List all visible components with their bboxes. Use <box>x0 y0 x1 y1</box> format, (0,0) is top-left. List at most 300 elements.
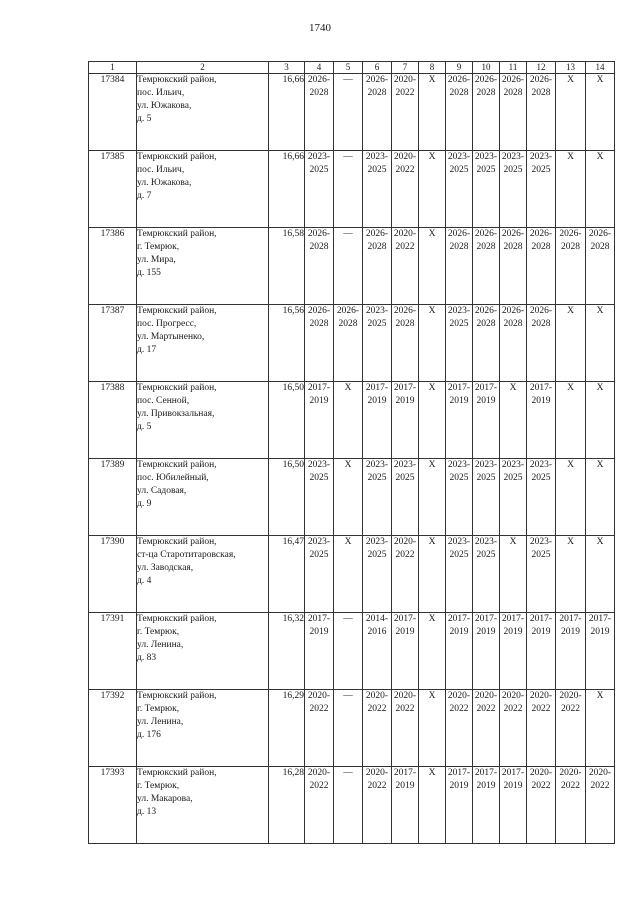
period-cell <box>363 382 392 459</box>
address-line: Темрюкский район, <box>137 691 217 701</box>
period-text: 2017- 2019 <box>393 614 417 637</box>
row-number-cell: 17388 <box>89 382 137 459</box>
period-cell <box>473 459 500 536</box>
period-text: 2023- 2025 <box>447 460 471 483</box>
period-text: 2026- 2028 <box>393 306 417 329</box>
table-row <box>89 613 615 690</box>
period-text: 2023- 2025 <box>501 152 525 175</box>
address-line: ул. Макарова, <box>137 794 193 804</box>
address-line: ул. Мира, <box>137 255 176 265</box>
period-cell <box>586 305 615 382</box>
area-cell: 16,29 <box>269 690 305 767</box>
period-cell <box>305 74 334 151</box>
period-text: 2020- 2022 <box>559 768 582 791</box>
period-cell <box>363 305 392 382</box>
row-number-cell: 17393 <box>89 767 137 844</box>
period-cell <box>586 767 615 844</box>
period-text: X <box>567 152 574 162</box>
period-text: X <box>567 537 574 547</box>
period-text: X <box>428 75 436 85</box>
period-text: X <box>596 460 604 470</box>
row-number-cell: 17392 <box>89 690 137 767</box>
period-text: 2023- 2025 <box>365 306 389 329</box>
period-cell <box>556 151 586 228</box>
row-number-cell: 17386 <box>89 228 137 305</box>
period-text: X <box>509 383 517 393</box>
address-line: д. 83 <box>137 653 157 663</box>
period-text: — <box>343 691 353 701</box>
period-text: 2023- 2025 <box>474 537 498 560</box>
period-text: X <box>567 75 574 85</box>
period-text: 2017- 2019 <box>447 383 471 406</box>
row-number-cell: 17389 <box>89 459 137 536</box>
period-text: X <box>428 152 436 162</box>
period-cell <box>419 74 446 151</box>
address-line: г. Темрюк, <box>137 242 180 252</box>
period-text: 2023- 2025 <box>365 460 389 483</box>
period-text: 2023- 2025 <box>474 152 498 175</box>
period-cell <box>527 767 556 844</box>
period-cell <box>586 690 615 767</box>
row-number-cell: 17387 <box>89 305 137 382</box>
period-text: 2026- 2028 <box>474 75 498 98</box>
address-line: ул. Садовая, <box>137 486 187 496</box>
period-text: 2023- 2025 <box>365 152 389 175</box>
period-cell <box>305 690 334 767</box>
period-text: 2020- 2022 <box>393 537 417 560</box>
period-cell <box>446 536 473 613</box>
address-line: Темрюкский район, <box>137 460 217 470</box>
period-cell <box>305 382 334 459</box>
period-text: 2023- 2025 <box>529 460 553 483</box>
period-text: 2023- 2025 <box>529 152 553 175</box>
period-text: X <box>596 75 604 85</box>
period-text: X <box>567 383 574 393</box>
period-cell <box>334 690 363 767</box>
period-text: X <box>428 306 436 316</box>
period-cell <box>363 74 392 151</box>
period-text: 2023- 2025 <box>447 306 471 329</box>
period-cell <box>446 459 473 536</box>
period-cell <box>392 536 419 613</box>
period-text: 2017- 2019 <box>307 614 331 637</box>
period-cell <box>392 151 419 228</box>
address-cell <box>137 613 269 690</box>
period-text: 2017- 2019 <box>474 383 498 406</box>
address-line: д. 155 <box>137 268 161 278</box>
address-line: ст-ца Старотитаровская, <box>137 550 236 560</box>
address-line: Темрюкский район, <box>137 306 217 316</box>
address-line: д. 13 <box>137 807 157 817</box>
period-text: 2026- 2028 <box>365 75 389 98</box>
period-text: X <box>596 691 604 701</box>
period-text: 2023- 2025 <box>393 460 417 483</box>
period-cell <box>419 536 446 613</box>
period-text: X <box>428 383 436 393</box>
period-cell <box>334 459 363 536</box>
period-cell <box>392 382 419 459</box>
period-cell <box>527 536 556 613</box>
table-row <box>89 228 615 305</box>
period-cell <box>392 305 419 382</box>
address-line: пос. Ильич, <box>137 88 185 98</box>
period-cell <box>500 690 527 767</box>
period-cell <box>556 382 586 459</box>
period-cell <box>334 74 363 151</box>
period-cell <box>556 690 586 767</box>
period-cell <box>586 613 615 690</box>
period-text: 2026- 2028 <box>307 306 331 329</box>
table-row <box>89 459 615 536</box>
address-cell <box>137 690 269 767</box>
table-row <box>89 690 615 767</box>
period-cell <box>500 305 527 382</box>
period-text: 2023- 2025 <box>365 537 389 560</box>
column-number-cell: 2 <box>137 62 269 74</box>
period-cell <box>527 151 556 228</box>
table-row <box>89 382 615 459</box>
period-cell <box>419 305 446 382</box>
address-cell <box>137 305 269 382</box>
address-cell <box>137 74 269 151</box>
period-text: 2020- 2022 <box>474 691 498 714</box>
address-cell <box>137 459 269 536</box>
period-text: 2023- 2025 <box>447 152 471 175</box>
period-cell <box>419 613 446 690</box>
period-cell <box>446 151 473 228</box>
period-cell <box>527 228 556 305</box>
period-cell <box>334 613 363 690</box>
period-cell <box>473 228 500 305</box>
address-line: пос. Юбилейный, <box>137 473 209 483</box>
period-cell <box>363 151 392 228</box>
period-cell <box>527 613 556 690</box>
period-text: 2026- 2028 <box>588 229 612 252</box>
period-text: 2020- 2022 <box>588 768 612 791</box>
period-text: X <box>428 691 436 701</box>
period-cell <box>556 228 586 305</box>
period-cell <box>556 74 586 151</box>
period-cell <box>363 228 392 305</box>
address-cell <box>137 151 269 228</box>
period-text: X <box>596 537 604 547</box>
column-number-cell: 13 <box>556 62 586 74</box>
table-row <box>89 767 615 844</box>
period-cell <box>446 228 473 305</box>
period-text: X <box>509 537 517 547</box>
period-text: X <box>567 306 574 316</box>
period-text: 2017- 2019 <box>501 614 525 637</box>
period-cell <box>473 74 500 151</box>
period-cell <box>305 305 334 382</box>
address-line: д. 5 <box>137 422 152 432</box>
period-cell <box>586 74 615 151</box>
period-cell <box>500 74 527 151</box>
period-cell <box>473 151 500 228</box>
period-cell <box>500 536 527 613</box>
column-number-cell: 12 <box>527 62 556 74</box>
period-text: 2026- 2028 <box>529 306 553 329</box>
period-cell <box>527 305 556 382</box>
period-cell <box>473 305 500 382</box>
period-text: 2020- 2022 <box>393 691 417 714</box>
period-cell <box>334 767 363 844</box>
address-line: Темрюкский район, <box>137 229 217 239</box>
period-text: 2023- 2025 <box>307 460 331 483</box>
period-cell <box>473 767 500 844</box>
period-cell <box>556 459 586 536</box>
address-line: г. Темрюк, <box>137 781 180 791</box>
period-cell <box>556 536 586 613</box>
address-line: Темрюкский район, <box>137 75 217 85</box>
column-number-cell: 6 <box>363 62 392 74</box>
period-cell <box>586 151 615 228</box>
page-number: 1740 <box>309 22 331 34</box>
column-number-cell: 5 <box>334 62 363 74</box>
period-text: 2020- 2022 <box>307 691 331 714</box>
period-cell <box>334 228 363 305</box>
period-cell <box>419 459 446 536</box>
period-cell <box>446 767 473 844</box>
address-line: ул. Заводская, <box>137 563 194 573</box>
address-line: ул. Привокзальная, <box>137 409 215 419</box>
address-line: Темрюкский район, <box>137 614 217 624</box>
period-text: 2026- 2028 <box>365 229 389 252</box>
period-text: 2017- 2019 <box>365 383 389 406</box>
period-cell <box>334 382 363 459</box>
period-text: 2017- 2019 <box>307 383 331 406</box>
period-cell <box>446 690 473 767</box>
address-cell <box>137 767 269 844</box>
address-line: ул. Ленина, <box>137 640 184 650</box>
period-text: X <box>428 614 436 624</box>
period-cell <box>305 151 334 228</box>
address-cell <box>137 536 269 613</box>
period-text: 2026- 2028 <box>447 75 471 98</box>
period-text: 2020- 2022 <box>529 691 553 714</box>
period-cell <box>473 690 500 767</box>
column-number-cell: 9 <box>446 62 473 74</box>
period-cell <box>363 459 392 536</box>
period-text: 2017- 2019 <box>474 768 498 791</box>
period-cell <box>334 305 363 382</box>
period-text: 2017- 2019 <box>529 614 553 637</box>
period-cell <box>556 767 586 844</box>
period-cell <box>500 767 527 844</box>
period-text: 2023- 2025 <box>529 537 553 560</box>
column-number-row <box>89 62 615 74</box>
period-cell <box>419 151 446 228</box>
period-text: X <box>596 383 604 393</box>
period-cell <box>392 690 419 767</box>
period-text: X <box>428 768 436 778</box>
period-cell <box>556 613 586 690</box>
address-line: д. 5 <box>137 114 152 124</box>
period-cell <box>473 536 500 613</box>
period-text: 2026- 2028 <box>474 306 498 329</box>
period-cell <box>473 613 500 690</box>
address-line: д. 4 <box>137 576 152 586</box>
period-text: 2017- 2019 <box>447 614 471 637</box>
address-line: Темрюкский район, <box>137 537 217 547</box>
column-number-cell: 3 <box>269 62 305 74</box>
period-text: 2017- 2019 <box>447 768 471 791</box>
area-cell: 16,47 <box>269 536 305 613</box>
period-cell <box>527 382 556 459</box>
building-register-table <box>88 61 615 844</box>
area-cell: 16,28 <box>269 767 305 844</box>
row-number-cell: 17384 <box>89 74 137 151</box>
area-cell: 16,66 <box>269 74 305 151</box>
area-cell: 16,66 <box>269 151 305 228</box>
period-cell <box>392 459 419 536</box>
column-number-cell: 10 <box>473 62 500 74</box>
period-text: — <box>343 152 353 162</box>
period-cell <box>392 613 419 690</box>
area-cell: 16,56 <box>269 305 305 382</box>
period-cell <box>305 767 334 844</box>
address-line: д. 17 <box>137 345 157 355</box>
period-cell <box>363 690 392 767</box>
row-number-cell: 17390 <box>89 536 137 613</box>
period-text: 2017- 2019 <box>393 383 417 406</box>
period-cell <box>527 690 556 767</box>
period-text: 2020- 2022 <box>559 691 582 714</box>
period-text: 2026- 2028 <box>529 229 553 252</box>
period-text: X <box>567 460 574 470</box>
period-text: 2026- 2028 <box>307 75 331 98</box>
period-cell <box>556 305 586 382</box>
period-text: X <box>344 537 352 547</box>
address-line: г. Темрюк, <box>137 704 180 714</box>
period-text: 2026- 2028 <box>447 229 471 252</box>
address-line: ул. Ленина, <box>137 717 184 727</box>
period-text: 2020- 2022 <box>447 691 471 714</box>
period-text: 2017- 2019 <box>588 614 612 637</box>
period-cell <box>586 459 615 536</box>
period-cell <box>586 228 615 305</box>
period-cell <box>500 459 527 536</box>
period-cell <box>500 382 527 459</box>
period-cell <box>446 74 473 151</box>
period-text: 2020- 2022 <box>365 768 389 791</box>
period-cell <box>363 536 392 613</box>
period-text: X <box>344 460 352 470</box>
address-line: пос. Ильич, <box>137 165 185 175</box>
address-line: ул. Южакова, <box>137 101 192 111</box>
table-row <box>89 305 615 382</box>
period-text: 2017- 2019 <box>559 614 582 637</box>
address-line: Темрюкский район, <box>137 383 217 393</box>
period-cell <box>500 228 527 305</box>
period-text: 2017- 2019 <box>393 768 417 791</box>
address-line: г. Темрюк, <box>137 627 180 637</box>
period-text: — <box>343 614 353 624</box>
address-line: пос. Сенной, <box>137 396 190 406</box>
period-text: 2020- 2022 <box>307 768 331 791</box>
area-cell: 16,50 <box>269 459 305 536</box>
address-line: Темрюкский район, <box>137 152 217 162</box>
period-cell <box>473 382 500 459</box>
period-cell <box>500 613 527 690</box>
period-cell <box>527 459 556 536</box>
address-line: д. 9 <box>137 499 152 509</box>
period-text: 2023- 2025 <box>447 537 471 560</box>
period-cell <box>586 382 615 459</box>
period-text: 2017- 2019 <box>501 768 525 791</box>
period-cell <box>527 74 556 151</box>
period-cell <box>419 382 446 459</box>
period-cell <box>446 382 473 459</box>
period-cell <box>305 536 334 613</box>
period-text: 2026- 2028 <box>474 229 498 252</box>
period-text: 2020- 2022 <box>393 75 417 98</box>
address-line: пос. Прогресс, <box>137 319 197 329</box>
period-text: 2026- 2028 <box>501 229 525 252</box>
period-cell <box>363 767 392 844</box>
period-cell <box>446 613 473 690</box>
period-text: 2026- 2028 <box>529 75 553 98</box>
period-text: — <box>343 768 353 778</box>
address-cell <box>137 228 269 305</box>
period-text: 2017- 2019 <box>529 383 553 406</box>
period-text: — <box>343 75 353 85</box>
period-cell <box>305 459 334 536</box>
column-number-cell: 4 <box>305 62 334 74</box>
period-text: 2020- 2022 <box>529 768 553 791</box>
address-line: ул. Мартыненко, <box>137 332 205 342</box>
period-cell <box>305 228 334 305</box>
period-text: 2026- 2028 <box>501 75 525 98</box>
table-row <box>89 74 615 151</box>
period-text: 2020- 2022 <box>393 229 417 252</box>
table-row <box>89 536 615 613</box>
period-text: 2017- 2019 <box>474 614 498 637</box>
column-number-cell: 14 <box>586 62 615 74</box>
column-number-cell: 7 <box>392 62 419 74</box>
row-number-cell: 17385 <box>89 151 137 228</box>
period-text: 2014- 2016 <box>365 614 389 637</box>
period-cell <box>334 536 363 613</box>
column-number-cell: 11 <box>500 62 527 74</box>
period-text: 2023- 2025 <box>307 537 331 560</box>
period-cell <box>586 536 615 613</box>
table-row <box>89 151 615 228</box>
period-text: X <box>596 152 604 162</box>
address-line: ул. Южакова, <box>137 178 192 188</box>
period-cell <box>500 151 527 228</box>
period-cell <box>446 305 473 382</box>
address-line: Темрюкский район, <box>137 768 217 778</box>
period-text: X <box>428 537 436 547</box>
period-text: 2020- 2022 <box>393 152 417 175</box>
period-text: 2020- 2022 <box>365 691 389 714</box>
period-text: 2026- 2028 <box>501 306 525 329</box>
column-number-cell: 1 <box>89 62 137 74</box>
period-text: X <box>428 229 436 239</box>
period-cell <box>363 613 392 690</box>
period-cell <box>419 767 446 844</box>
column-number-cell: 8 <box>419 62 446 74</box>
period-cell <box>419 228 446 305</box>
period-text: — <box>343 229 353 239</box>
period-text: 2026- 2028 <box>559 229 582 252</box>
period-text: 2020- 2022 <box>501 691 525 714</box>
address-cell <box>137 382 269 459</box>
row-number-cell: 17391 <box>89 613 137 690</box>
area-cell: 16,58 <box>269 228 305 305</box>
period-text: X <box>344 383 352 393</box>
